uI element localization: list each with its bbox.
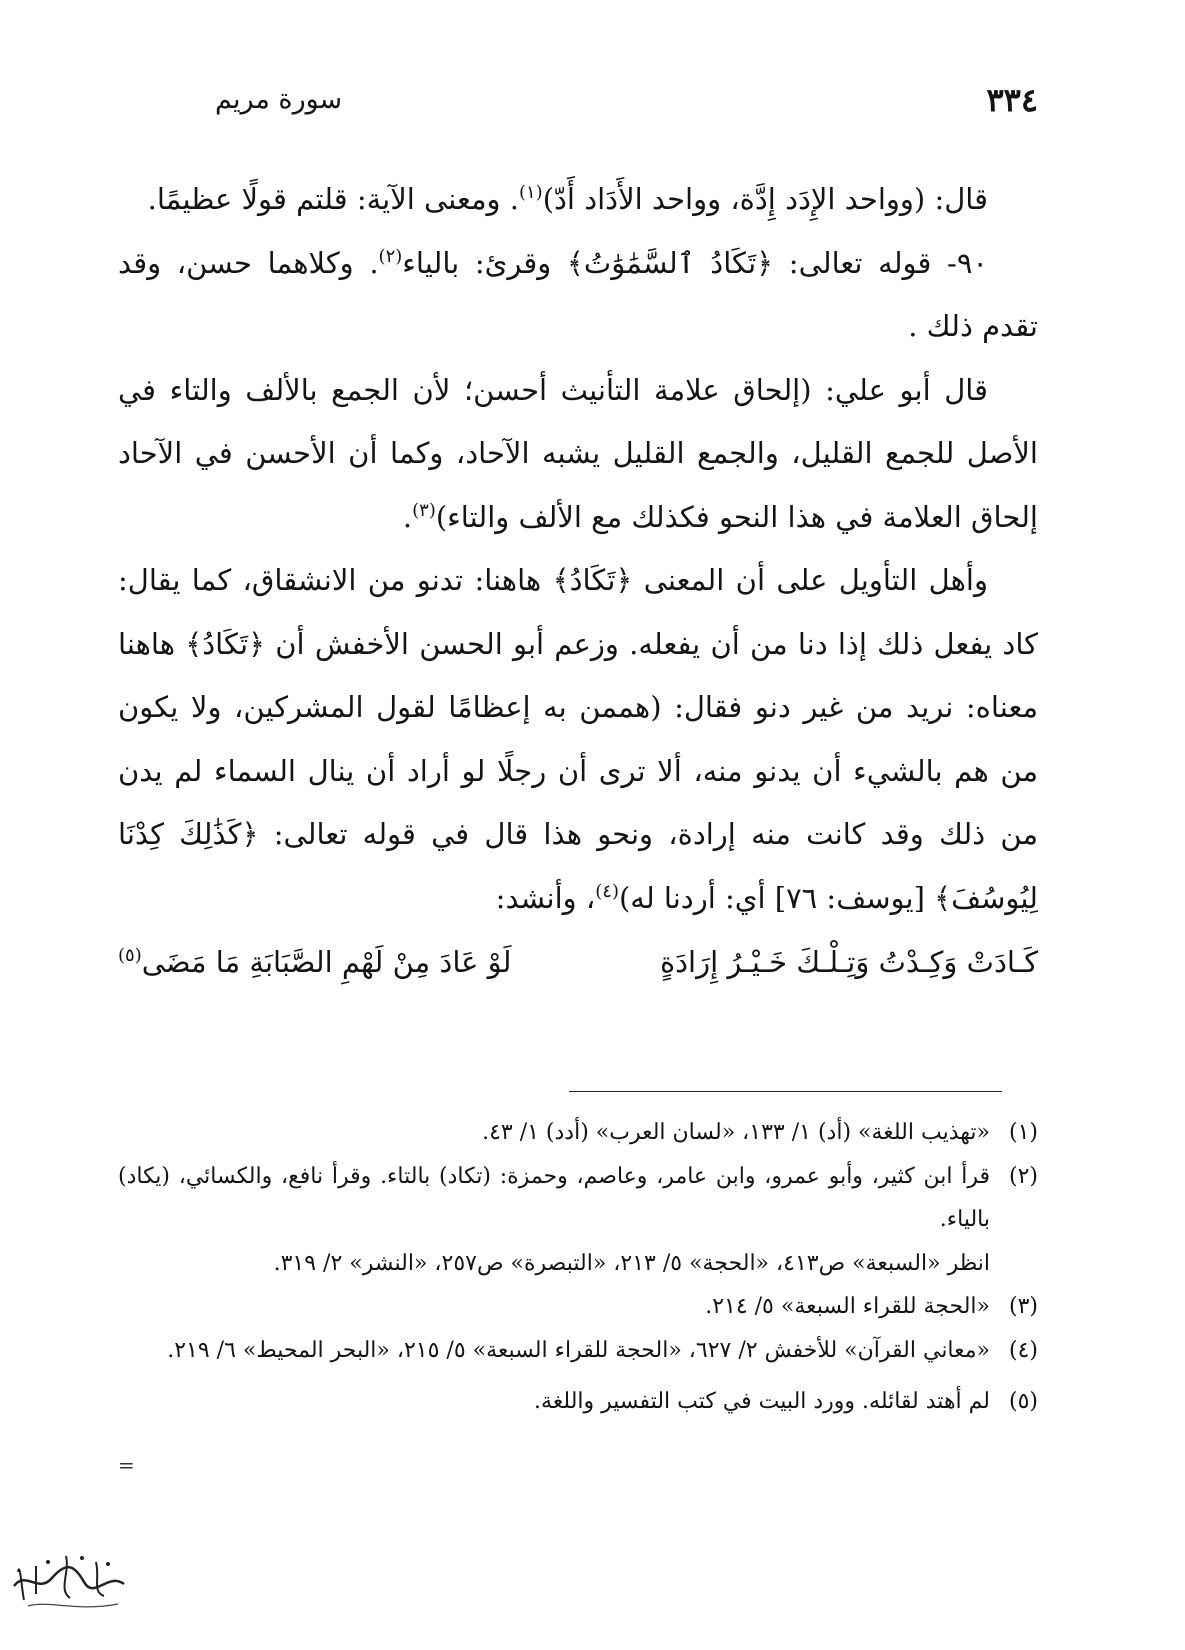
footnote <box>118 1380 1038 1424</box>
footnote-ref: (٢) <box>378 245 403 267</box>
paragraph <box>118 232 1038 359</box>
text-run: . ومعنى الآية: قلتم قولًا عظيمًا. <box>147 182 519 216</box>
verse-second-hemistich <box>118 930 512 994</box>
footnote-ref: (٤) <box>595 880 619 902</box>
paragraph <box>118 549 1038 930</box>
footnote-text <box>118 1155 990 1286</box>
paragraph <box>118 168 1038 232</box>
footnote-ref: (٥) <box>118 945 142 966</box>
footnote-separator <box>569 1091 1002 1092</box>
text-run: ، وأنشد: <box>495 880 596 915</box>
footnote <box>118 1155 1038 1286</box>
footnotes <box>118 1111 1038 1424</box>
page-number: ٣٣٤ <box>986 81 1038 119</box>
footnote-text: «الحجة للقراء السبعة» ٥/ ٢١٤. <box>705 1294 990 1319</box>
text-run: . وكلاهما حسن، وقد تقدم ذلك . <box>118 245 1038 343</box>
continuation-marker: = <box>118 1453 135 1477</box>
footnote-number: (٤) <box>1008 1337 1038 1363</box>
footnote <box>118 1285 1038 1329</box>
footnote-text: «تهذيب اللغة» (أد) ١/ ١٣٣، «لسان العرب» (أدد) ١/ ٤٣. <box>482 1120 990 1145</box>
library-logo-icon <box>8 1542 130 1614</box>
footnote-text: «معاني القرآن» للأخفش ٢/ ٦٢٧، «الحجة للقراء السبعة» ٥/ ٢١٥، «البحر المحيط» ٦/ ٢١٩. <box>167 1337 990 1363</box>
footnote-number: (٣) <box>1008 1294 1038 1319</box>
text-run: وأهل التأويل على أن المعنى ﴿تَكَادُ﴾ هاهنا: تدنو من الانشقاق، كما يقال: كاد يفعل ذلك إذا دنا من أن يفعله. وزعم أبو الحسن الأخفش أن ﴿تَكَادُ﴾ هاهنا معناه: نريد من غير دنو فقال: (هممن به إعظامًا لقول المشركين، ولا يكون من هم بالشيء أن يدنو منه، ألا ترى أن رجلًا لو أراد أن ينال السماء لم يدن من ذلك وقد كانت منه إرادة، ونحو هذا قال في قوله تعالى: ﴿كَذَٰلِكَ كِدْنَا لِيُوسُفَ﴾ [يوسف: ٧٦] أي: أردنا له) <box>118 563 1038 915</box>
text-run: . <box>402 499 413 534</box>
footnote-line: انظر «السبعة» ص٤١٣، «الحجة» ٥/ ٢١٣، «التبصرة» ص٢٥٧، «النشر» ٢/ ٣١٩. <box>273 1250 990 1276</box>
footnote-number: (١) <box>1008 1120 1038 1145</box>
footnote <box>118 1329 1038 1373</box>
footnote-number: (٢) <box>1008 1163 1038 1189</box>
main-text <box>118 168 1038 994</box>
footnote-text: لم أهتد لقائله. وورد البيت في كتب التفسير واللغة. <box>534 1389 990 1414</box>
verse-first-hemistich: كَـادَتْ وَكِـدْتُ وَتِـلْـكَ خَـيْـرُ إِرَادَةٍ <box>659 945 1038 979</box>
footnote <box>118 1111 1038 1155</box>
footnote-ref: (١) <box>518 182 543 203</box>
footnote-line: قرأ ابن كثير، وأبو عمرو، وابن عامر، وعاصم، وحمزة: (تكاد) بالتاء. وقرأ نافع، والكسائي، (يكاد) بالياء. <box>118 1163 990 1232</box>
running-head: سورة مريم <box>215 84 343 115</box>
poetry-verse <box>118 930 1038 994</box>
text-run: قال: (وواحد الإِدَد إِدَّة، وواحد الأَدَاد أَدّ) <box>542 182 988 216</box>
text-run: قال أبو علي: (إلحاق علامة التأنيث أحسن؛ لأن الجمع بالألف والتاء في الأصل للجمع القليل، والجمع القليل يشبه الآحاد، وكما أن الأحسن في الآحاد إلحاق العلامة في هذا النحو فكذلك مع الألف والتاء) <box>118 372 1038 534</box>
paragraph <box>118 359 1038 550</box>
footnote-ref: (٣) <box>412 499 436 521</box>
text-run: ٩٠- قوله تعالى: ﴿تَكَادُ ٱلسَّمَٰوَٰتُ﴾ وقرئ: بالياء <box>402 245 988 280</box>
footnote-number: (٥) <box>1008 1389 1038 1414</box>
text-run: لَوْ عَادَ مِنْ لَهْمِ الصَّبَابَةِ مَا مَضَى <box>141 945 512 979</box>
